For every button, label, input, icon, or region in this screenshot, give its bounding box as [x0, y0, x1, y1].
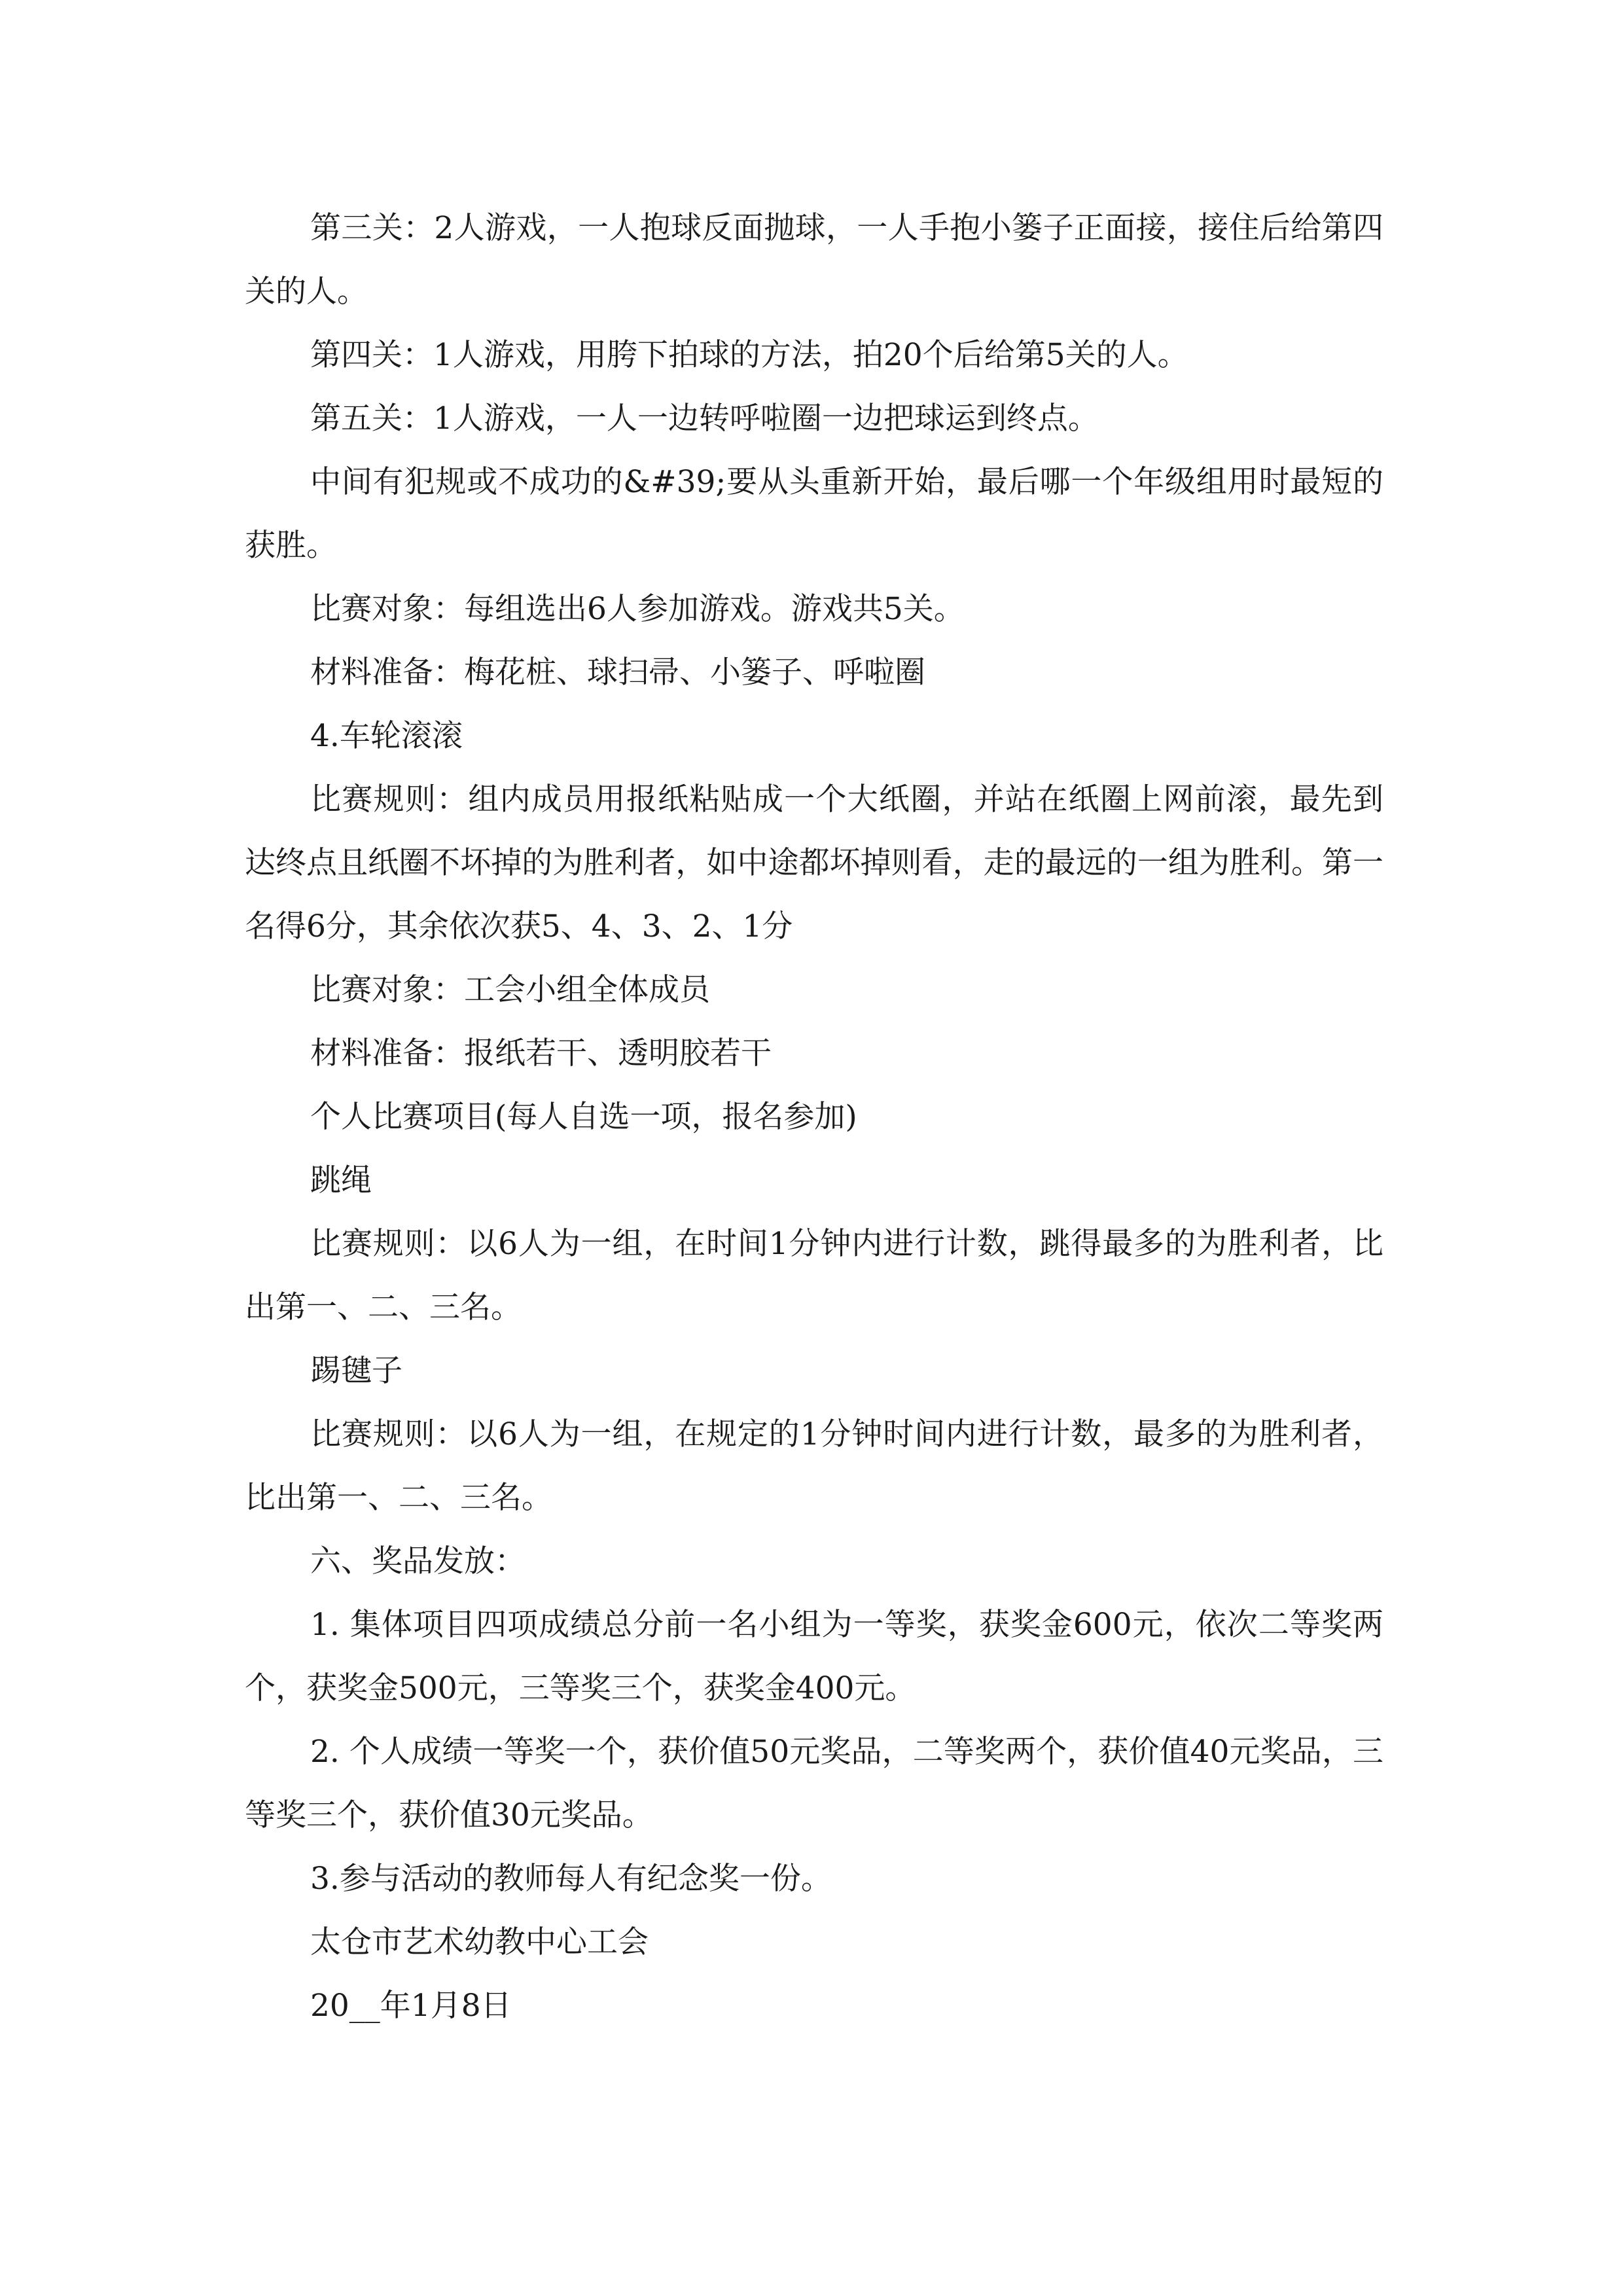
paragraph-jump-rope-rules: 比赛规则：以6人为一组，在时间1分钟内进行计数，跳得最多的为胜利者，比出第一、二、三名。 — [245, 1226, 1383, 1325]
heading-wheel-rolling: 4.车轮滚滚 — [310, 718, 463, 754]
paragraph-materials: 材料准备：梅花桩、球扫帚、小篓子、呼啦圈 — [310, 655, 925, 691]
paragraph-wheel-participants: 比赛对象：工会小组全体成员 — [310, 972, 710, 1008]
heading-individual-events: 个人比赛项目(每人自选一项，报名参加) — [310, 1099, 857, 1135]
heading-prizes: 六、奖品发放： — [310, 1543, 526, 1579]
paragraph-stage-3: 第三关：2人游戏，一人抱球反面抛球，一人手抱小篓子正面接，接住后给第四关的人。 — [245, 210, 1383, 310]
paragraph-foul-rule: 中间有犯规或不成功的&#39;要从头重新开始，最后哪一个年级组用时最短的获胜。 — [245, 464, 1383, 564]
document-body — [245, 196, 1383, 2037]
paragraph-prize-individual: 2. 个人成绩一等奖一个，获价值50元奖品，二等奖两个，获价值40元奖品，三等奖三个，获价值30元奖品。 — [245, 1734, 1383, 1833]
paragraph-wheel-rules: 比赛规则：组内成员用报纸粘贴成一个大纸圈，并站在纸圈上网前滚，最先到达终点且纸圈不坏掉的为胜利者，如中途都坏掉则看，走的最远的一组为胜利。第一名得6分，其余依次获5、4、3、2、1分 — [245, 781, 1383, 944]
signature-date: 20__年1月8日 — [310, 1988, 512, 2024]
heading-jump-rope: 跳绳 — [310, 1162, 372, 1198]
heading-shuttlecock: 踢毽子 — [310, 1353, 402, 1389]
paragraph-participants: 比赛对象：每组选出6人参加游戏。游戏共5关。 — [310, 591, 965, 627]
paragraph-stage-4: 第四关：1人游戏，用胯下拍球的方法，拍20个后给第5关的人。 — [310, 337, 1188, 373]
paragraph-prize-souvenir: 3.参与活动的教师每人有纪念奖一份。 — [310, 1861, 832, 1897]
paragraph-prize-group: 1. 集体项目四项成绩总分前一名小组为一等奖，获奖金600元，依次二等奖两个，获奖金500元，三等奖三个，获奖金400元。 — [245, 1607, 1383, 1706]
paragraph-stage-5: 第五关：1人游戏，一人一边转呼啦圈一边把球运到终点。 — [310, 401, 1099, 437]
paragraph-shuttlecock-rules: 比赛规则：以6人为一组，在规定的1分钟时间内进行计数，最多的为胜利者，比出第一、二、三名。 — [245, 1416, 1383, 1516]
paragraph-wheel-materials: 材料准备：报纸若干、透明胶若干 — [310, 1035, 772, 1071]
signature-organization: 太仓市艺术幼教中心工会 — [310, 1924, 649, 1960]
